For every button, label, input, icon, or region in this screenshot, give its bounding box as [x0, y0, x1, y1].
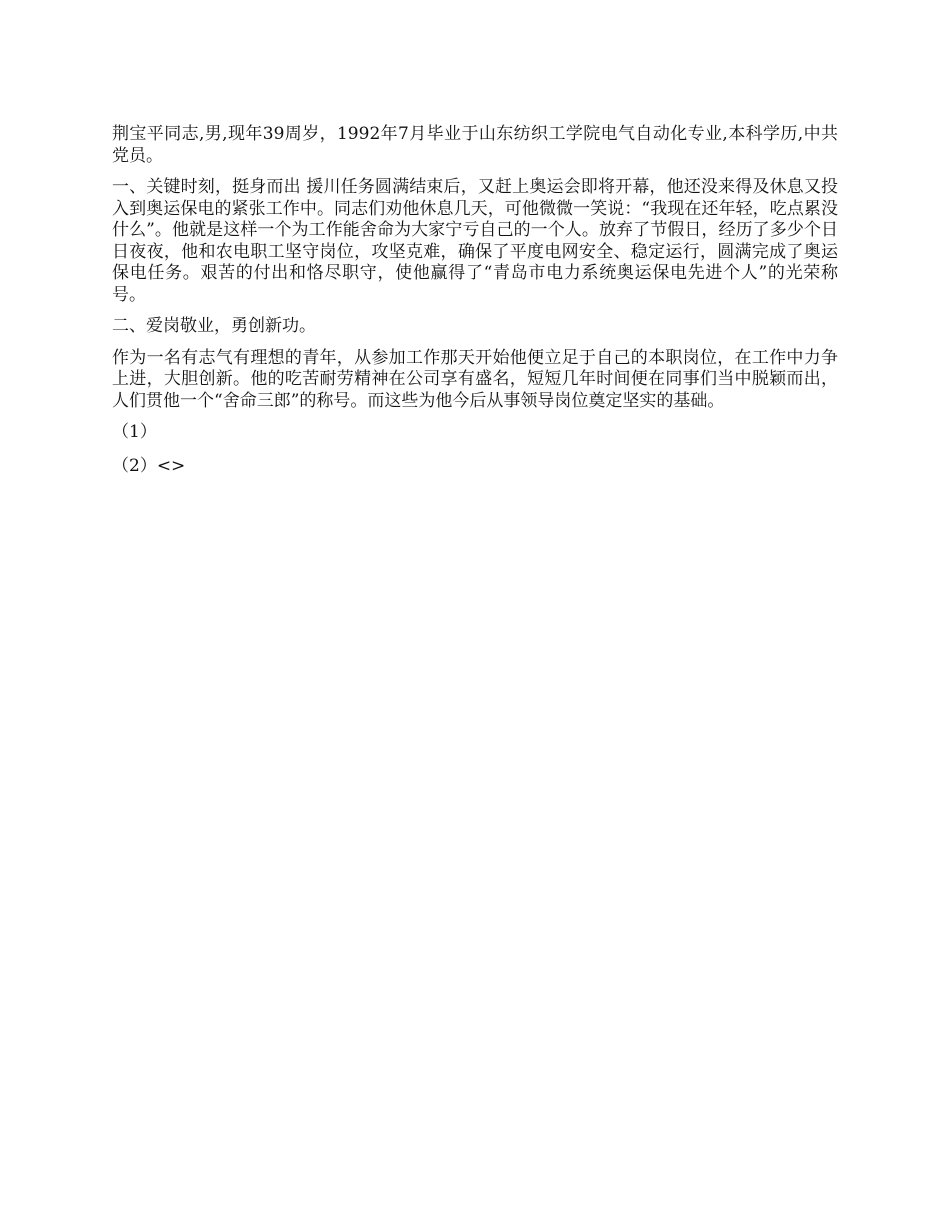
section-two-paragraph: 作为一名有志气有理想的青年，从参加工作那天开始他便立足于自己的本职岗位，在工作中力争上进，大胆创新。他的吃苦耐劳精神在公司享有盛名，短短几年时间便在同事们当中脱颖而出，人们贯他一个“舍命三郎”的称号。而这些为他今后从事领导岗位奠定坚实的基础。 [112, 347, 838, 411]
section-two-heading: 二、爱岗敬业，勇创新功。 [112, 316, 316, 336]
intro-paragraph: 荆宝平同志,男,现年39周岁，1992年7月毕业于山东纺织工学院电气自动化专业,本科学历,中共党员。 [112, 124, 838, 166]
list-item-2: （2）<> [112, 455, 186, 476]
list-item-1: （1） [112, 422, 157, 442]
section-one-paragraph: 一、关键时刻，挺身而出 援川任务圆满结束后，又赶上奥运会即将开幕，他还没来得及休息又投入到奥运保电的紧张工作中。同志们劝他休息几天，可他微微一笑说：“我现在还年轻，吃点累没什么”。他就是这样一个为工作能舍命为大家宁亏自己的一个人。放弃了节假日，经历了多少个日日夜夜，他和农电职工坚守岗位，攻坚克难，确保了平度电网安全、稳定运行，圆满完成了奥运保电任务。艰苦的付出和恪尽职守，使他赢得了“青岛市电力系统奥运保电先进个人”的光荣称号。 [112, 177, 838, 305]
document-page [112, 124, 838, 489]
